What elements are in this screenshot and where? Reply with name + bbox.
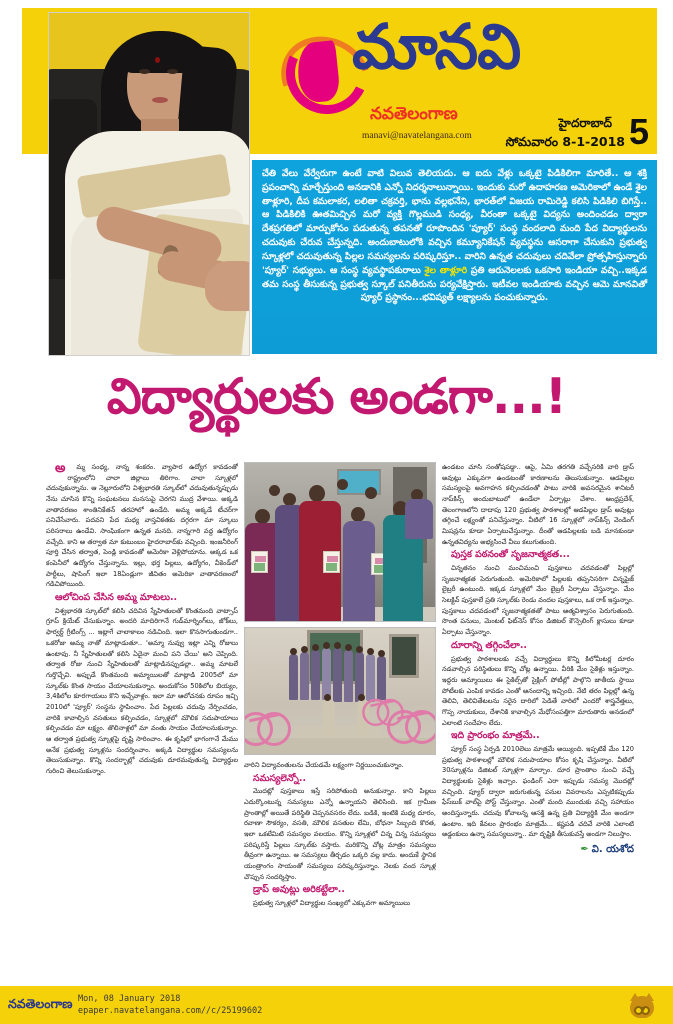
col1-para-2: విశ్వభారతి స్కూల్‌లో కలిసి చదివిన స్నేహితులతో కొంతమంది వాట్సాప్‌ గ్రూప్‌ క్రియేట్‌ చేసుకున్నాం. అందరి మాదిరిగానే గుడ్‌మార్నింగ్‌లు, జోక్‌లు, ఫార్వర్డ్‌ గ్రీటింగ్స్‌ ... ఇట్లాగే చాలాకాలం నడిచింది. ఇలా కొనసాగుతుండగా.. ఒకరోజు అమ్మ నాతో మాట్లాడుతూ.. 'అమ్మా నువ్వు ఇట్లా ఎన్ని రోజులు ఉంటావు. నీ స్నేహితులతో కలిసి ఏదైనా మంచి పని చేయి' అని చెప్పింది. తర్వాత రోజు నుంచి స్నేహితులతో మాట్లాడినప్పుడల్లా.. అమ్మ మాటలే గుర్తొచ్చేవి. అప్పుడే కొంతమంది అమ్మాయిలతో మాట్లాడి 2005లో మా స్కూల్‌కు కొంత సాయం చేయాలనుకున్నాం. అందుకోసం 50కిలోల బియ్యం, 3,4కిలోల కూరగాయలు కొని ఇచ్చేవాళ్లం. ఇలా మా ఆలోచనకు రూపం ఇచ్చి 2010లో 'ప్యూర్‌' సంస్థను స్థాపించాం. పేద పిల్లలకు చదువు నేర్పించడం, వారికి కావాల్సిన వసతులు కల్పించడం, స్కూళ్లలో మౌలిక సదుపాయాలు కల్పించడం మా లక్ష్యం. తొలినాళ్లలో మా వంతు సాయం చేయాలనుకున్నాం. ఆ తర్వాత ప్రభుత్వ స్కూళ్లపై దృష్టి సారించాం. ఈ కృషిలో భాగంగానే మేము అనేక ప్రభుత్వ స్కూళ్లను సందర్శించాం. అక్కడి విద్యార్థుల సమస్యలను తెలుసుకున్నాం. కొన్ని సందర్భాల్లో చదువుకు దూరమవుతున్న విద్యార్థుల గురించి తెలుసుకున్నాం. xyxy=(46,606,238,775)
footer-url[interactable]: epaper.navatelangana.com//c/25199602 xyxy=(78,1006,263,1016)
footer-white-separator xyxy=(0,976,673,986)
col2-para-3: ప్రభుత్వ స్కూళ్లలో విద్యార్థుల సంఖ్యలో ఎక్కువగా అమ్మాయిలు xyxy=(253,899,411,908)
intro-text-part2: అందుబాటులోకి వచ్చిన కమ్యూనికేషన్‌ వ్యవస్థను ఆసరాగా చేసుకుని ప్రభుత్వ స్కూళ్లలో చదువుతున్న పిల్లల సమస్యలను పరిష్కరిస్తూ.. వారిని ఉన్నత చదువులు చదివేలా ప్రోత్సహిస్తున్నారు 'ప్యూర్‌' సభ్యులు. ఆ సంస్థ xyxy=(262,238,647,276)
intro-text-part4: ప్రతి ఆరునెలలకు ఒకసారి ఇండియా వచ్చి..ఇక్కడ తమ సంస్థ తీసుకున్న ప్రభుత్వ స్కూల్‌ పనితీరును పర్యవేక్షిస్తారు. ఇటీవల ఇండియాకు వచ్చిన ఆమె మానవితో ప్యూర్‌ ప్రస్థానం...భవిష్యత్‌ లక్ష్యాలను పంచుకున్నారు. xyxy=(262,265,647,304)
article-body xyxy=(46,462,634,974)
photo-a-person-head xyxy=(365,487,377,499)
photo-b-student xyxy=(311,650,320,700)
article-column-1 xyxy=(46,462,238,974)
page-headline: విద్యార్థులకు అండగా...! xyxy=(106,368,567,425)
col3-subheading-2: దూరాన్ని తగ్గించేలా.. xyxy=(451,639,527,651)
footer-logo: నవతెలంగాణ xyxy=(8,996,73,1011)
masthead-subtitle: నవతెలంగాణ xyxy=(370,104,458,124)
intro-highlighted-name: శైల తాళ్లూరి xyxy=(424,265,468,276)
owl-beak xyxy=(640,1007,646,1012)
portrait-eye-right xyxy=(167,69,178,74)
masthead-title: మానవి xyxy=(352,10,521,83)
photo-a-person-head xyxy=(255,509,270,524)
col1-subheading: ఆలోచింప చేసిన అమ్మ మాటలు.. xyxy=(55,592,178,604)
col2-subheading-2: డ్రాప్‌ అవుట్లు అరికట్టేలా.. xyxy=(253,884,345,896)
pen-icon: ✒ xyxy=(580,844,589,856)
intro-highlight-box xyxy=(252,160,657,354)
footer-bar xyxy=(0,986,673,1024)
intro-text-part1: చేతి వేలు వేర్వేరుగా ఉంటే వాటి విలువ తెలియదు. ఆ ఐదు వేళ్లు ఒక్కటై పిడికిలిగా మారితే.. ఆ శక్తి ప్రపంచాన్ని మార్చేస్తుంది అనడానికి ఎన్నో నిదర్శనాలున్నాయి. ఇందుకు మరో ఉదాహరణ అమెరికాలో ఉండే శైల తాళ్లూరి, దీప కమలాకర, లలితా చక్రవర్తి, భాను వల్లభనేని, భారత్‌లో విజయ రామిరెడ్డి కలిసి పిడికిలి బిగిస్తే.. ఆ పిడికిలికి ఊతమిచ్చిన మరో వ్యక్తి గొల్లముడి సంధ్య, వీరంతా ఒక్కటై విద్యను అందించడం ద్వారా దేశప్రగతిలో మార్పుకోసం పడుతున్న తపనతో రూపొందిన 'ప్యూర్‌' సంస్థ వందలాది మంది పేద విద్యార్థులను చదువుకు చేరువ చేస్తున్నది. xyxy=(262,169,647,249)
drop-cap: అ xyxy=(55,462,66,476)
footer-date: Mon, 08 January 2018 xyxy=(78,994,181,1004)
photo-b-student xyxy=(333,648,342,702)
photo-bicycles-distribution xyxy=(244,627,436,755)
col2-subheading-1: సమస్యలెన్నో.. xyxy=(253,772,307,784)
portrait-bindi xyxy=(155,57,160,63)
col1-para-1 xyxy=(46,462,238,590)
col3-subheading-3: ఇది ప్రారంభం మాత్రమే.. xyxy=(451,730,540,742)
col3-para-4: ప్యూర్‌ సంస్థ ఏర్పడి 2010లెలు మాత్రమే అయ్యింది. ఇప్పటికే మేం 120 ప్రభుత్వ పాఠశాలల్లో మౌలిక సదుపాయాల కోసం కృషి చేస్తున్నాం. వీటిలో 30స్కూళ్లను డిజిటల్‌ స్కూళ్లగా మార్చాం. దూర ప్రాంతాల నుంచి వచ్చే విద్యార్థులకు సైకిళ్లు ఇచ్చాం. ఫండింగ్‌ ఎరా ఇప్పుడు సమస్య మొదట్లో వచ్చింది. ప్యూర్‌ ద్వారా జరుగుతున్న పనుల వివరాలను ఎప్పటికప్పుడు ఫేస్‌బుక్‌ వాల్‌పై పోస్ట్‌ చేస్తున్నాం. ఎంతో మంది ముందుకు వచ్చి సహాయం అందిస్తున్నారు. చదువు కోవాలన్న ఆసక్తి ఉన్న ప్రతి విద్యార్థికి మేం అండగా ఉంటాం. ఇది కేవలం ప్రారంభం మాత్రమే... కష్టపడి చదివే వారికి ఎలాంటి అడ్డంకులు ఉన్నా సమస్యలున్నా.. మా దృష్టికి తీసుకువస్తే అండగా నిలుస్తాం. xyxy=(442,745,634,839)
photo-a-person-head xyxy=(351,507,365,522)
portrait-eye-left xyxy=(139,69,150,74)
photo-b-bicycle xyxy=(362,694,404,726)
photo-a-person-head xyxy=(309,485,325,502)
owl-icon xyxy=(627,990,657,1020)
col3-para-3: ప్రభుత్వ పాఠశాలలకు వచ్చే విద్యార్థులు కొన్ని కిలోమీటర్ల దూరం నడవాల్సిన పరిస్థితులు కొన్ని చోట్ల ఉన్నాయి. వీరికి మేం సైకిళ్లు ఇస్తున్నాం. ఇద్దరు అమ్మాయిలు ఈ సైకిల్స్‌తో సైక్లింగ్‌ పోటీల్లో పాల్గొని జాతీయ స్థాయి పోటీలకు ఎంపిక కావడం ఎంతో ఆనందాన్ని ఇచ్చింది. నేటి తరం పిల్లల్లో ఉన్న తెలివి, తెలివితేటలను సరైన దారిలో పెడితే వారిలో ఎందరో శాస్త్రవేత్తలు, గొప్ప నాయకులు, దేశానికి కావాల్సిన మేధోసంపత్తిగా మారుతారు అనడంలో ఎలాంటి సందేహం లేదు. xyxy=(442,654,634,727)
photo-b-bicycle xyxy=(244,706,291,746)
photo-group-with-books xyxy=(244,462,436,622)
article-column-3 xyxy=(442,462,634,974)
col3-para-1: ఉండటం చూసి సంతోషపడ్డా.. ఆపై, ఏమి తరగతి వచ్చేసరికి వారి డ్రాప్‌ అవుట్లు ఎక్కువగా ఉండటంతో కారణాలను తెలుసుకున్నాం. ఆడపిల్లల సమస్యలపై అవగాహన కల్పించడంతో పాటు వారికి అవసరమైన శానిటరీ నాప్‌కిన్స్‌ అందుబాటులో ఉండేలా ఏర్పాట్లు చేశాం. ఆంధ్రప్రదేశ్‌, తెలంగాణలోని దాదాపు 120 ప్రభుత్వ పాఠశాలల్లో ఆడపిల్లల డ్రాప్‌ అవుట్లు తగ్గించే లక్ష్యంతో పనిచేస్తున్నాం. వీటిలో 16 స్కూళ్లలో నాప్‌కిన్స్‌ వెండింగ్‌ మిషన్లను కూడా ఏర్పాటుచేస్తున్నాం. దీంతో ఆడపిల్లలకు బడి మానకుండా ఉన్నతవిద్యను అభ్యసించే వీలు కలుగుతుంది. xyxy=(442,463,634,546)
byline-name: వి. యశోద xyxy=(591,844,634,856)
photo-b-student xyxy=(344,650,353,702)
photo-a-person-body xyxy=(405,499,433,539)
lead-portrait-photo xyxy=(48,12,250,356)
photo-b-seated-person xyxy=(323,700,335,736)
col2-para-1: వారిని విద్యావంతులను చేయడమే లక్ష్యంగా నిర్ణయించుకున్నాం. xyxy=(244,761,404,769)
page-number: 5 xyxy=(628,111,649,152)
photo-b-student xyxy=(289,654,298,700)
photo-a-book xyxy=(251,551,268,573)
article-column-2 xyxy=(244,462,436,974)
col1-para-1-text: మ్మ సంధ్య, నాన్న శంకరం. వ్యాపార ఉద్యోగ కావడంతో రాష్ట్రంలోని చాలా జిల్లాలు తిరిగాం. చాలా స్కూళ్లలో చదువుకున్నాను. ఆ నెల్లూరులోని విశ్వభారతి స్కూల్‌లో చదువుతున్నప్పుడు నేను చూసిన కొన్ని సంఘటనలు మనసుపై చెరగని ముద్ర వేశాయి. అక్కడి వాతావరణం శాంతినికేతన్‌ తరహాలో ఉండేది. అమ్మ అక్కడే టీచర్‌గా పనిచేసేవారు. పదవని పేద మధ్య వాస్తవికతకు దగ్గరగా మా స్కూలు పరిసరాలు ఉండేవి. సాంఘికంగా ఉన్నత మనది. నాన్నగారి వద్ద ఉద్యోగం వచ్చేది. కాని ఆ తర్వాత మా కుటుంబం హైదరాబాద్‌కు వచ్చింది. ఇంజనీరింగ్‌ పూర్తి చేసిన తర్వాత, పెండ్లి కావడంతో అమెరికా వెళ్లిపోయాను. అక్కడ ఒక కంపెనీలో ఉద్యోగం చేస్తున్నాను. ఇల్లు, భర్త పిల్లలు, ఉద్యోగం, వీకెండ్‌లో పార్టీలు, షాపింగ్‌ ఇలా 18ఏండ్లుగా జీవితం అమెరికా వాతావరణంలో గడిచిపోయింది. xyxy=(46,463,238,589)
photo-a-book xyxy=(323,551,340,573)
masthead-email: manavi@navatelangana.com xyxy=(362,131,472,141)
photo-a-person-head xyxy=(337,479,348,490)
intro-text-part3: వ్యవస్థాపకురాలు xyxy=(362,265,421,276)
edition-date: సోమవారం 8-1-2018 xyxy=(505,134,625,149)
col3-subheading-1: పుస్తక పఠనంతో సృజనాత్మకత... xyxy=(451,549,570,561)
portrait-lips xyxy=(152,97,168,103)
photo-b-window xyxy=(389,634,419,678)
photo-b-student xyxy=(322,648,331,700)
intro-paragraph xyxy=(262,168,647,306)
photo-b-student xyxy=(300,652,309,700)
portrait-hands xyxy=(205,261,250,311)
edition-city: హైదరాబాద్ xyxy=(558,116,612,130)
article-byline xyxy=(442,842,634,858)
photo-a-person-head xyxy=(269,485,280,496)
col2-para-2: మొదట్లో పుస్తకాలు ఇస్తే సరిపోతుంది అనుకున్నాం. కాని పిల్లలు ఎదుర్కొంటున్న సమస్యలు ఎన్నో ఉన్నాయని తెలిసింది. ఇక గ్రామీణ ప్రాంతాల్లో అయితే పరిస్థితి చెప్పనవసరం లేదు. బడికి, ఇంటికి మధ్య దూరం, రవాణా సౌకర్యం, వసతి, మౌలిక వసతుల లేమి, బోధనా సిబ్బంది కొరత, ఇలా ఒకటేమిటి సమస్యల వలయం. కొన్ని స్కూళ్లలో చిన్న చిన్న సమస్యలు పరిష్కరిస్తే పిల్లలు స్కూల్‌కు వస్తారు. మరికొన్ని చోట్ల మాత్రం సమస్యలు తీవ్రంగా ఉన్నాయి. ఆ సమస్యలు తీర్చడం ఒక్కరి వల్ల కాదు. అందుకే స్థానిక యంత్రాంగం సాయంతో సమస్యలు పరిష్కరిస్తున్నాం. నెలకు వంద స్కూళ్ల చొప్పున సందర్శిస్తాం. xyxy=(244,787,436,881)
col3-para-2: చిన్నతనం నుంచి మంచిమంచి పుస్తకాలు చదవడంతో పిల్లల్లో సృజనాత్మకత పెరుగుతుంది. అమెరికాలో పిల్లలకు తప్పనిసరిగా చిన్నపైజ్‌ లైబ్రరీ ఉంటుంది. ఇక్కడ స్కూళ్లలో మేం లైబ్రరీ ఏర్పాటు చేస్తున్నాం. మేం సెలక్టివ్‌ పుస్తకాలే ప్రతి స్కూల్‌కు రెండు వందల పుస్తకాలు, ఒక రాక్‌ ఇస్తున్నాం. పుస్తకాలు చదవడంలో సృజనాత్మకతతో పాటు ఆత్మవిశ్వాసం పెరుగుతుంది. సొంత పనులు, మెంటల్‌ ఫిట్‌నెస్‌ కోసం డిజిటల్‌ కౌన్సెలింగ్‌ క్లాసులు కూడా ఏర్పాటు చేస్తున్నాం. xyxy=(442,564,634,637)
